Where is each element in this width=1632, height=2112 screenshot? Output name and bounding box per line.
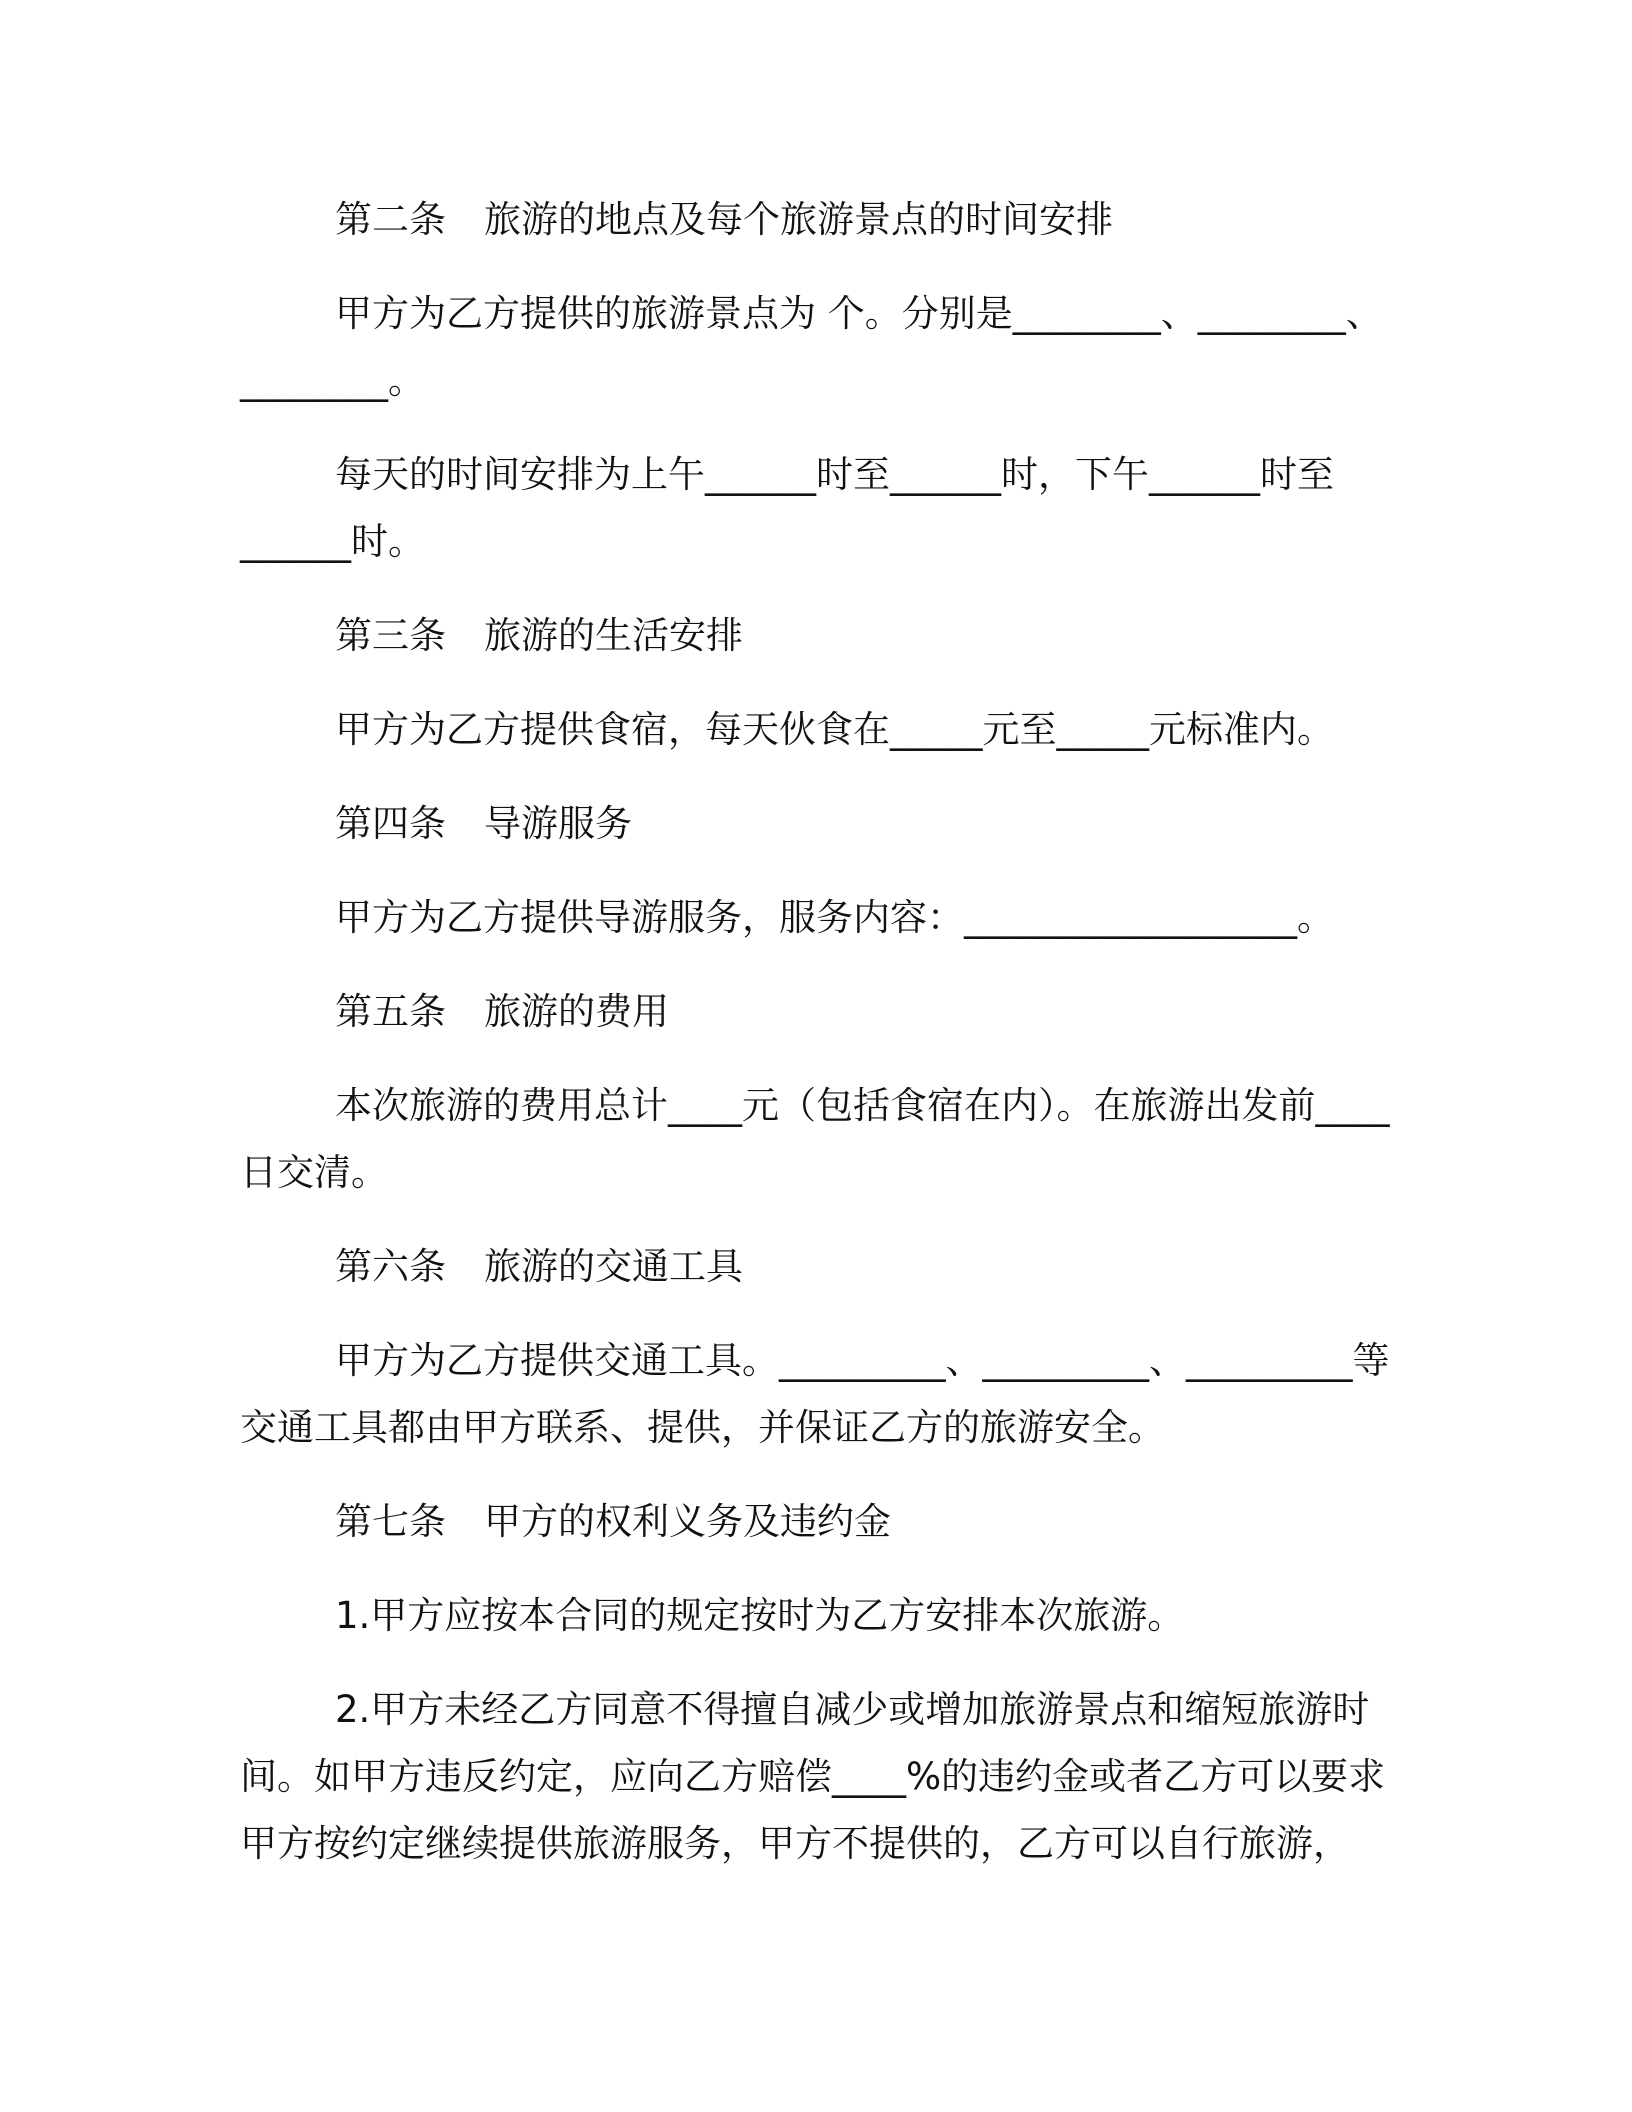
paragraph: 甲方为乙方提供交通工具。_________、_________、_________等交通工具都由甲方联系、提供，并保证乙方的旅游安全。: [240, 1339, 1390, 1449]
article-title: 导游服务: [484, 802, 632, 845]
article-title: 旅游的地点及每个旅游景点的时间安排: [484, 198, 1113, 241]
article-number: 第五条: [335, 990, 446, 1033]
article-heading-5: [240, 978, 1400, 1045]
paragraph: 2.甲方未经乙方同意不得擅自减少或增加旅游景点和缩短旅游时间。如甲方违反约定，应向乙方赔偿____%的违约金或者乙方可以要求甲方按约定继续提供旅游服务，甲方不提供的，乙方可以自行旅游，: [240, 1688, 1386, 1865]
paragraph: 甲方为乙方提供的旅游景点为 个。分别是________、________、________。: [240, 292, 1383, 402]
article-title: 旅游的生活安排: [484, 614, 743, 657]
article-heading-7: [240, 1488, 1400, 1555]
paragraph: 甲方为乙方提供食宿，每天伙食在_____元至_____元标准内。: [335, 708, 1334, 751]
article-title: 甲方的权利义务及违约金: [484, 1500, 891, 1543]
article-number: 第六条: [335, 1245, 446, 1288]
article-number: 第四条: [335, 802, 446, 845]
article-heading-2: [240, 186, 1400, 253]
paragraph: 每天的时间安排为上午______时至______时，下午______时至______时。: [240, 453, 1334, 563]
article-heading-3: [240, 602, 1400, 669]
article-number: 第二条: [335, 198, 446, 241]
paragraph: 1.甲方应按本合同的规定按时为乙方安排本次旅游。: [335, 1594, 1185, 1637]
document-page: [240, 186, 1400, 1904]
article-number: 第三条: [335, 614, 446, 657]
article-heading-4: [240, 790, 1400, 857]
article-title: 旅游的交通工具: [484, 1245, 743, 1288]
article-number: 第七条: [335, 1500, 446, 1543]
paragraph: 甲方为乙方提供导游服务，服务内容：__________________。: [335, 896, 1334, 939]
article-heading-6: [240, 1233, 1400, 1300]
paragraph: 本次旅游的费用总计____元（包括食宿在内）。在旅游出发前____日交清。: [240, 1084, 1390, 1194]
article-title: 旅游的费用: [484, 990, 669, 1033]
